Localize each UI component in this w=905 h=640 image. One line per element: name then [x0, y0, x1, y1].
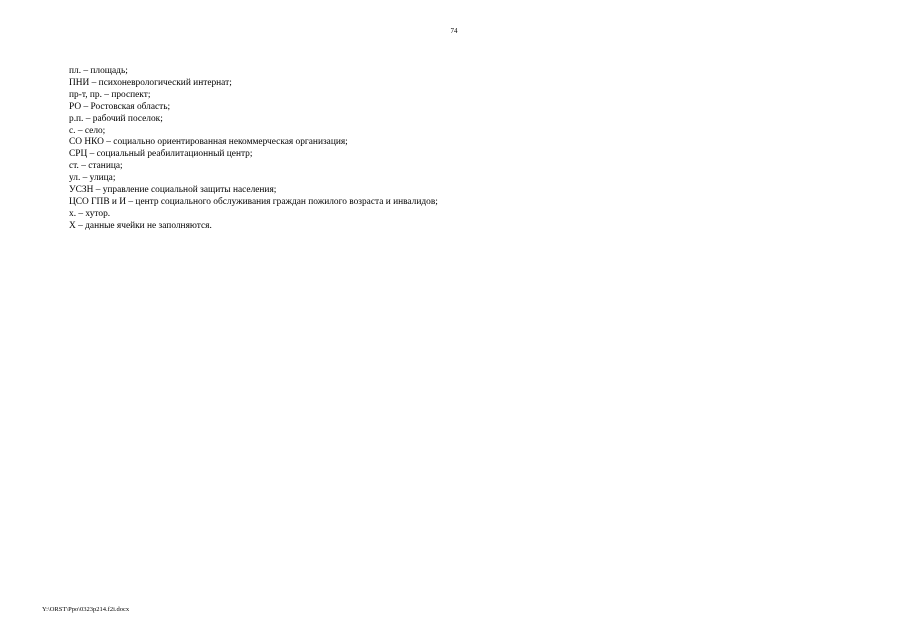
abbreviation-item: р.п. – рабочий поселок;: [69, 113, 163, 124]
abbreviation-item: с. – село;: [69, 125, 106, 136]
page-number: 74: [450, 27, 458, 35]
abbreviation-item: Х – данные ячейки не заполняются.: [69, 220, 212, 231]
abbreviation-item: пр-т, пр. – проспект;: [69, 89, 151, 100]
abbreviation-item: СО НКО – социально ориентированная некоммерческая организация;: [69, 137, 348, 148]
abbreviation-item: РО – Ростовская область;: [69, 101, 171, 112]
abbreviation-item: СРЦ – социальный реабилитационный центр;: [69, 149, 253, 160]
abbreviation-item: х. – хутор.: [69, 208, 111, 219]
abbreviation-item: ул. – улица;: [69, 173, 116, 184]
footer-file-path: Y:\ORST\Ppo\0323p214.f2i.docx: [42, 606, 130, 613]
abbreviation-item: ст. – станица;: [69, 161, 123, 172]
abbreviation-item: ЦСО ГПВ и И – центр социального обслуживания граждан пожилого возраста и инвалидов;: [69, 196, 438, 207]
abbreviation-item: ПНИ – психоневрологический интернат;: [69, 77, 232, 88]
abbreviation-item: пл. – площадь;: [69, 66, 128, 76]
abbreviations-list: [69, 66, 438, 233]
abbreviation-item: УСЗН – управление социальной защиты населения;: [69, 185, 277, 196]
